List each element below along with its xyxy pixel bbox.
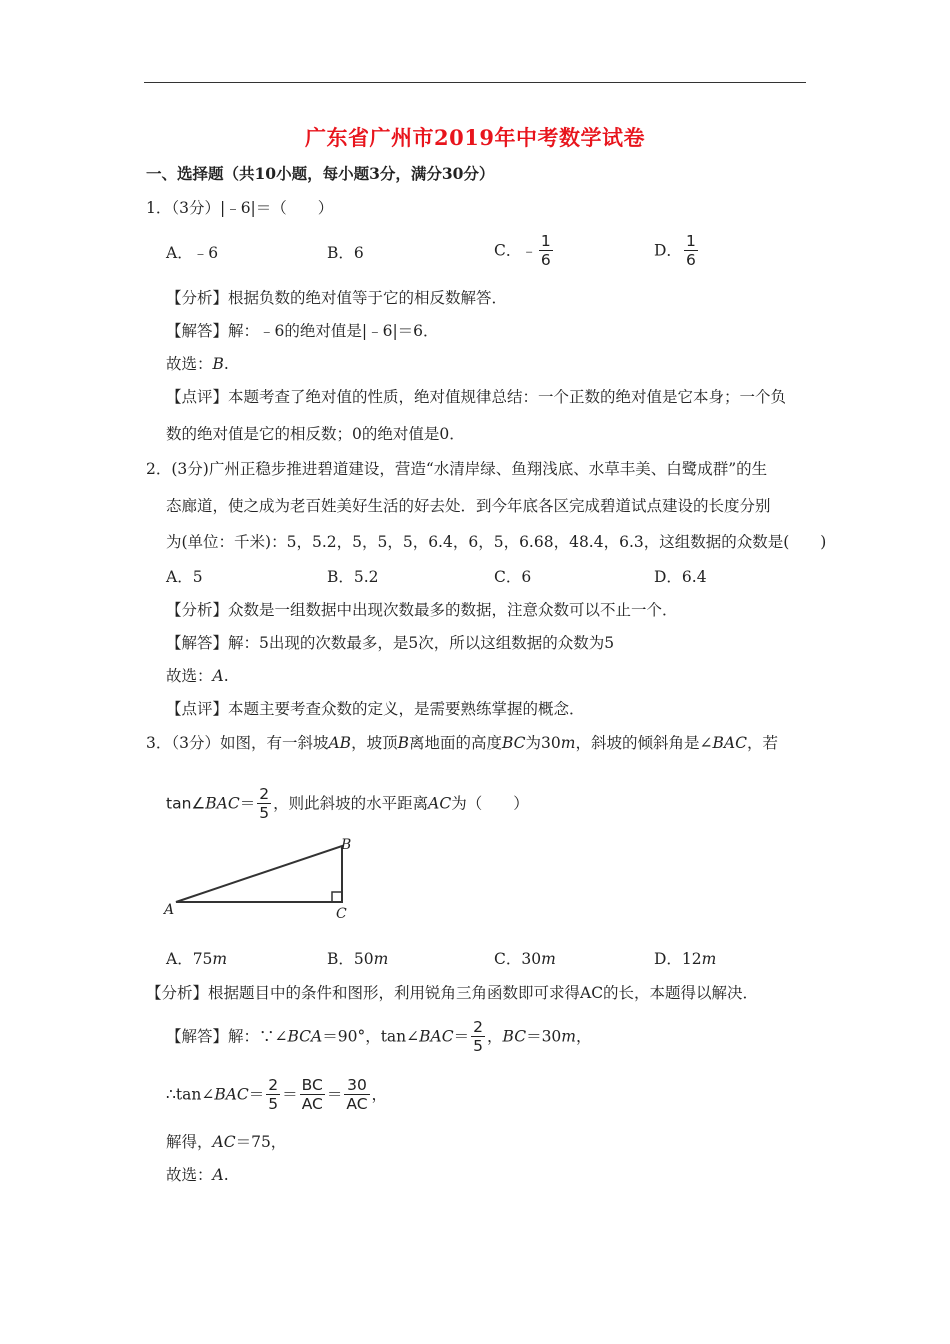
q1-solution: 【解答】解：﹣6的绝对值是|﹣6|＝6． <box>166 322 439 340</box>
var-ac: AC <box>428 794 452 813</box>
q3-analysis: 【分析】根据题目中的条件和图形，利用锐角三角函数即可求得AC的长，本题得以解决． <box>146 984 759 1002</box>
answer-letter: A <box>212 667 224 685</box>
label-a: A <box>164 902 175 918</box>
fraction-2-5 <box>257 785 271 822</box>
text: 解得， <box>166 1133 213 1151</box>
unit-m: m <box>560 734 576 752</box>
unit-m: m <box>373 950 389 968</box>
q1-option-c-prefix: C．﹣ <box>494 241 537 260</box>
option-text: D．12 <box>654 950 702 968</box>
q2-stem-line1: 2．(3分)广州正稳步推进碧道建设，营造“水清岸绿、鱼翔浅底、水草丰美、白鹭成群”的生 <box>146 460 768 478</box>
tan-label: tan∠ <box>166 794 206 813</box>
q2-option-d: D．6.4 <box>654 568 707 586</box>
q2-option-c: C．6 <box>494 568 532 586</box>
answer-letter: A <box>212 1166 224 1184</box>
q3-answer <box>166 1165 229 1185</box>
text: ，则此斜坡的水平距离 <box>273 794 429 813</box>
fraction-numerator: 1 <box>685 232 696 250</box>
answer-end: . <box>223 355 229 373</box>
text: ，坡顶 <box>351 734 398 752</box>
unit-m: m <box>561 1027 576 1046</box>
q2-stem-line2: 态廊道，使之成为老百姓美好生活的好去处．到今年底各区完成碧道试点建设的长度分别 <box>166 497 771 515</box>
text: 为30 <box>525 734 561 752</box>
text: ＝90°，tan∠ <box>322 1027 420 1046</box>
answer-end: . <box>223 1166 229 1184</box>
unit-m: m <box>701 950 717 968</box>
q2-solution: 【解答】解：5出现的次数最多，是5次，所以这组数据的众数为5 <box>166 634 615 652</box>
q3-option-c <box>494 949 556 969</box>
q2-option-b: B．5.2 <box>327 568 379 586</box>
q1-option-a: A．﹣6 <box>166 244 219 262</box>
text: ＝ <box>453 1027 470 1046</box>
text: ， <box>371 1085 388 1104</box>
fraction-denominator: 6 <box>540 251 551 269</box>
text: ， <box>487 1027 503 1046</box>
q1-stem: 1．（3分）|﹣6|＝（ ） <box>146 199 334 217</box>
q2-stem-line3: 为(单位：千米)：5，5.2，5，5，5，6.4，6，5，6.68，48.4，6.3，这组数据的众数是( ) <box>166 533 827 551</box>
answer-letter: B <box>212 355 224 373</box>
text: 离地面的高度 <box>408 734 502 752</box>
q2-answer <box>166 666 229 686</box>
text: 为（ ） <box>451 794 529 813</box>
q3-option-b <box>327 949 388 969</box>
text: ， <box>576 1027 592 1046</box>
q1-option-d <box>654 232 700 269</box>
fraction-numerator: 2 <box>259 785 270 803</box>
fraction-numerator: 1 <box>540 232 551 250</box>
fraction-30-ac <box>344 1076 369 1113</box>
fraction-numerator: 2 <box>268 1076 279 1094</box>
q3-stem-line2 <box>166 785 529 822</box>
var-bc: BC <box>502 734 526 752</box>
q3-option-a <box>166 949 227 969</box>
fraction-denominator: AC <box>301 1095 323 1113</box>
q3-solution-line2 <box>166 1076 387 1113</box>
q1-option-d-prefix: D． <box>654 241 682 260</box>
answer-end: . <box>223 667 229 685</box>
text: 3．（3分）如图，有一斜坡 <box>146 734 329 752</box>
answer-label: 故选： <box>166 667 213 685</box>
unit-m: m <box>541 950 556 968</box>
var-b: B <box>397 734 409 752</box>
fraction-2-5 <box>266 1076 280 1113</box>
option-text: B．50 <box>327 950 374 968</box>
q2-comment: 【点评】本题主要考查众数的定义，是需要熟练掌握的概念． <box>166 700 585 718</box>
var-ac: AC <box>212 1133 236 1151</box>
fraction-denominator: 6 <box>685 251 696 269</box>
equals: ＝ <box>239 794 256 813</box>
option-text: C．30 <box>494 950 542 968</box>
fraction-numerator: 2 <box>473 1018 483 1036</box>
text: ，斜坡的倾斜角是∠ <box>575 734 713 752</box>
q1-analysis: 【分析】根据负数的绝对值等于它的相反数解答． <box>166 289 508 307</box>
text: ，若 <box>746 734 778 752</box>
q3-solution-line1 <box>166 1018 592 1055</box>
var-bca: BCA <box>287 1027 323 1046</box>
q1-comment-line1: 【点评】本题考查了绝对值的性质，绝对值规律总结：一个正数的绝对值是它本身；一个负 <box>166 388 787 406</box>
header-rule <box>144 82 806 83</box>
q3-stem-line1 <box>146 733 778 753</box>
fraction-numerator: 30 <box>344 1076 369 1095</box>
therefore-text: ∴tan∠ <box>166 1085 215 1104</box>
right-angle-mark <box>332 892 342 902</box>
triangle-abc <box>176 846 342 902</box>
q1-option-c <box>494 232 555 269</box>
slope-triangle-figure <box>160 832 360 922</box>
var-bac: BAC <box>419 1027 454 1046</box>
fraction-numerator: BC <box>301 1076 323 1094</box>
q1-answer <box>166 354 229 374</box>
fraction-bc-ac <box>300 1076 325 1113</box>
fraction-2-5 <box>471 1018 485 1055</box>
label-b: B <box>341 837 352 853</box>
fraction-denominator: 5 <box>268 1095 279 1113</box>
answer-label: 故选： <box>166 355 213 373</box>
fraction-denominator: 5 <box>259 804 270 822</box>
var-bc: BC <box>502 1027 527 1046</box>
text: 【解答】解：∵∠ <box>166 1027 288 1046</box>
page-title: 广东省广州市2019年中考数学试卷 <box>305 125 645 150</box>
q1-comment-line2: 数的绝对值是它的相反数；0的绝对值是0． <box>166 425 465 443</box>
var-ab: AB <box>328 734 352 752</box>
q1-option-b: B．6 <box>327 244 364 262</box>
text: ＝30 <box>526 1027 562 1046</box>
text: ＝75， <box>235 1133 287 1151</box>
q3-solved <box>166 1132 286 1152</box>
q2-analysis: 【分析】众数是一组数据中出现次数最多的数据，注意众数可以不止一个． <box>166 601 678 619</box>
fraction-denominator: AC <box>346 1095 368 1113</box>
var-bac: BAC <box>214 1085 249 1104</box>
unit-m: m <box>212 950 228 968</box>
equals: ＝ <box>282 1085 298 1104</box>
q2-option-a: A．5 <box>166 568 203 586</box>
q1-option-d-fraction <box>684 232 698 269</box>
answer-label: 故选： <box>166 1166 213 1184</box>
option-text: A．75 <box>166 950 213 968</box>
q1-option-c-fraction <box>539 232 553 269</box>
q3-option-d <box>654 949 716 969</box>
section-heading: 一、选择题（共10小题，每小题3分，满分30分） <box>146 164 495 183</box>
var-bac: BAC <box>205 794 240 813</box>
label-c: C <box>336 906 347 922</box>
fraction-denominator: 5 <box>473 1037 483 1055</box>
equals: ＝ <box>248 1085 265 1104</box>
equals: ＝ <box>326 1085 343 1104</box>
var-bac: BAC <box>712 734 747 752</box>
